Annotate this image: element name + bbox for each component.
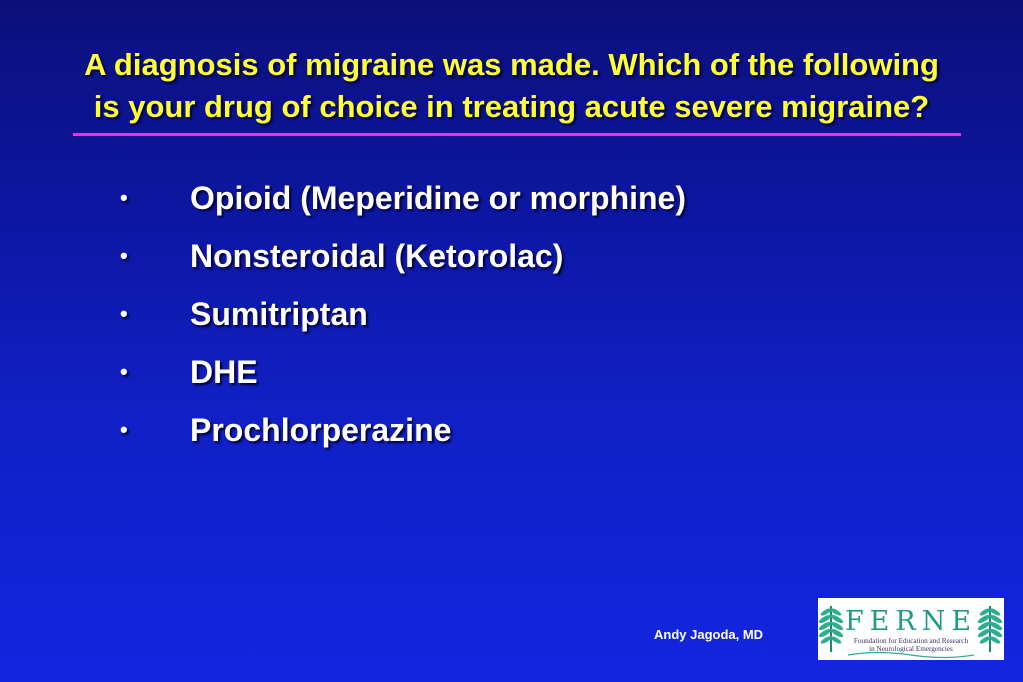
logo-wordmark: FERNE: [844, 606, 978, 637]
fern-leaf-icon: [818, 606, 844, 652]
answer-option-text: Prochlorperazine: [190, 412, 452, 448]
ferne-logo: [818, 598, 1004, 660]
bullet-icon: •: [120, 301, 128, 326]
answer-option-text: Opioid (Meperidine or morphine): [190, 180, 686, 216]
slide-title-line-1: A diagnosis of migraine was made. Which of the following: [84, 47, 939, 82]
bullet-icon: •: [120, 243, 128, 268]
logo-tagline-line-2: in Neurological Emergencies: [869, 645, 953, 653]
ferne-logo-graphic: [818, 598, 1004, 660]
fern-leaf-icon: [977, 606, 1004, 652]
logo-tagline-line-1: Foundation for Education and Research: [853, 637, 969, 645]
slide-title: [0, 44, 1023, 128]
bullet-icon: •: [120, 185, 128, 210]
bullet-icon: •: [120, 417, 128, 442]
answer-option-text: DHE: [190, 354, 258, 390]
bullet-icon: •: [120, 359, 128, 384]
slide-title-line-2: is your drug of choice in treating acute severe migraine?: [93, 89, 930, 124]
author-credit: Andy Jagoda, MD: [654, 627, 764, 642]
answer-option-text: Sumitriptan: [190, 296, 368, 332]
title-underline: [73, 133, 961, 136]
answer-option-text: Nonsteroidal (Ketorolac): [190, 238, 564, 274]
